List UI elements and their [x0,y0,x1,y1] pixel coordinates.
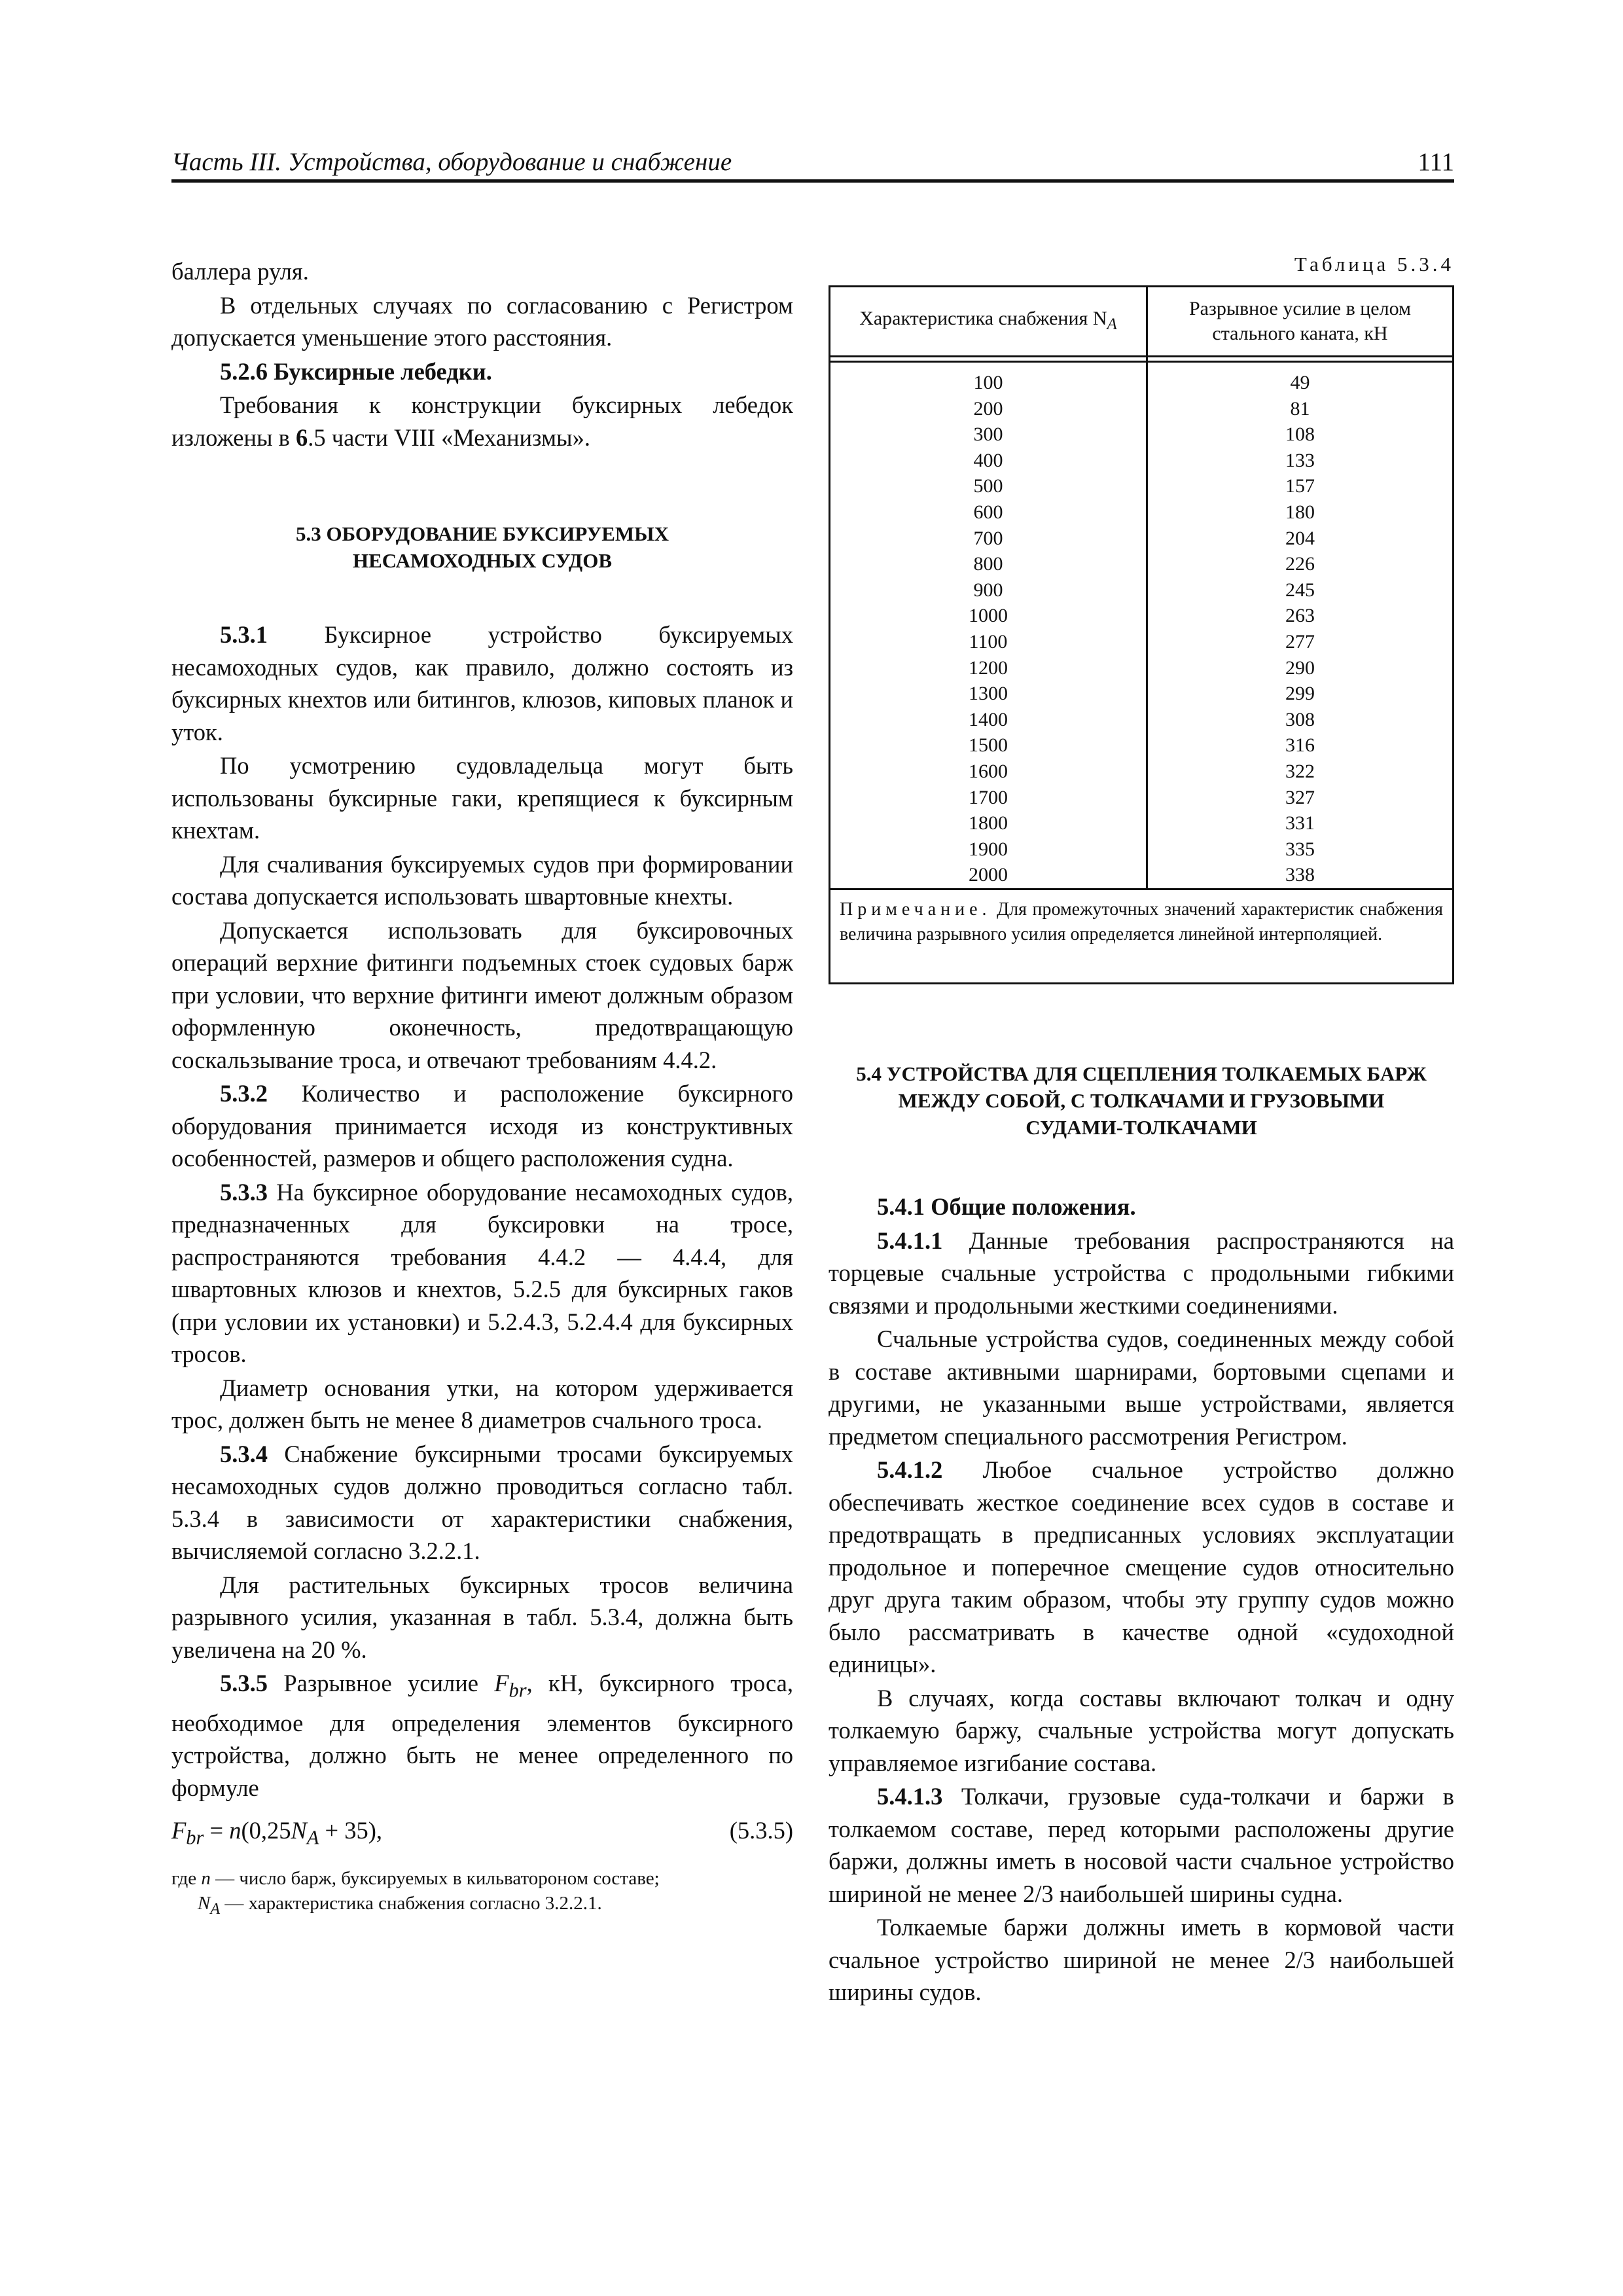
table-cell-force: 308 [1285,708,1315,730]
paragraph: Толкаемые баржи должны иметь в кормовой части счальное устройство шириной не менее 2/3 наибольшей ширины судов. [829,1914,1454,2005]
table-row [830,836,1452,863]
legend-item [171,1866,793,1891]
table-cell-characteristic: 1300 [969,683,1008,705]
paragraph: Счальные устройства судов, соединенных между собой в составе активными шарнирами, бортовыми сцепами и другими, не указанными выше устройствами, является предметом специального рассмотрения Регистром. [829,1325,1454,1450]
paragraph [171,1077,793,1175]
paragraph [171,389,793,454]
table-cell-characteristic: 2000 [969,864,1008,886]
note-label: Примечание. [840,899,991,920]
paragraph: Допускается использовать для буксировочных операций верхние фитинги подъемных стоек судовых барж при условии, что верхние фитинги имеют должным образом оформленную оконечность, предотвращающую соскальзывание троса, и отвечают требованиям 4.4.2. [171,916,793,1073]
table-row [830,707,1452,733]
table-note [840,897,1443,947]
header-title: Часть III. Устройства, оборудование и снабжение [171,148,732,176]
paragraph [171,1176,793,1371]
table-row [830,396,1452,422]
left-column [171,255,793,1922]
formula-part: (0,25 [241,1817,291,1844]
table-cell-characteristic: 800 [973,553,1003,575]
text-span: Толкачи, грузовые суда-толкачи и баржи в толкаемом составе, перед которыми расположены другие баржи, должны иметь в носовой части счальное устройство шириной не менее 2/3 наибольшей ширины судна. [829,1783,1454,1907]
heading-line: СУДАМИ-ТОЛКАЧАМИ [1026,1116,1257,1139]
table-cell-force: 322 [1285,760,1315,782]
paragraph [171,619,793,748]
table-row [830,577,1452,603]
paragraph [171,1438,793,1568]
paragraph [171,1667,793,1804]
table-row [830,551,1452,577]
table-cell-force: 331 [1285,812,1315,834]
table-body [830,370,1452,888]
section-title: Буксирные лебедки. [274,357,492,385]
table-cell-force: 335 [1285,838,1315,860]
section-number: 5.3.5 [220,1670,268,1696]
section-number: 5.2.6 [220,357,268,385]
section-number: 5.3.3 [220,1178,268,1206]
header-subscript: A [1107,315,1117,333]
table-row [830,732,1452,759]
table-row [830,370,1452,396]
table-row [830,785,1452,811]
table-cell-characteristic: 1000 [969,605,1008,627]
table-row [830,629,1452,655]
section-number: 5.4.1.3 [877,1783,943,1810]
table-cell-characteristic: 900 [973,579,1003,601]
table-cell-characteristic: 1700 [969,786,1008,808]
table-cell-force: 108 [1285,423,1315,446]
subsection-heading [171,355,793,388]
variable-subscript: br [508,1679,527,1702]
formula-legend [171,1866,793,1922]
table-cell-force: 316 [1285,734,1315,757]
formula-part: = [204,1817,230,1844]
table-header-cell [830,287,1146,355]
table-cell-characteristic: 600 [973,501,1003,523]
paragraph: Диаметр основания утки, на котором удерживается трос, должен быть не менее 8 диаметров счального троса. [171,1374,793,1433]
table-row [830,759,1452,785]
table-cell-force: 180 [1285,501,1315,523]
text-span: , кН, буксирного троса, необходимое для определения элементов буксирного устройства, должно быть не менее определенного по формуле [171,1670,793,1801]
table-cell-force: 277 [1285,630,1315,653]
section-number: 5.3.1 [220,621,268,648]
table-rule [830,355,1452,357]
table-cell-characteristic: 1400 [969,708,1008,730]
table-cell-characteristic: 1900 [969,838,1008,860]
section-number: 5.4.1.1 [877,1227,943,1254]
paragraph: По усмотрению судовладельца могут быть использованы буксирные гаки, крепящиеся к буксирным кнехтам. [171,752,793,844]
heading-line: МЕЖДУ СОБОЙ, С ТОЛКАЧАМИ И ГРУЗОВЫМИ [898,1089,1385,1112]
table-cell-characteristic: 700 [973,527,1003,549]
text-span: 6 [296,423,308,451]
table-cell-force: 81 [1290,397,1310,420]
paragraph: Для растительных буксирных тросов величина разрывного усилия, указанная в табл. 5.3.4, должна быть увеличена на 20 %. [171,1571,793,1663]
formula-part: br [186,1826,204,1849]
legend-item [171,1891,793,1922]
text-span: .5 части VIII «Механизмы». [308,423,590,451]
paragraph: В случаях, когда составы включают толкач и одну толкаемую баржу, счальные устройства могут допускать управляемое изгибание состава. [829,1684,1454,1776]
text-span: — число барж, буксируемых в кильватороном составе; [210,1868,660,1890]
formula-part: A [306,1826,319,1849]
table-cell-characteristic: 300 [973,423,1003,446]
table-rule [830,361,1452,363]
table-row [830,655,1452,681]
note-text: Для промежуточных значений характеристик снабжения величина разрывного усилия определяется линейной интерполяцией. [840,899,1443,944]
formula-part: N [291,1817,307,1844]
text-span: Снабжение буксирными тросами буксируемых несамоходных судов должно проводиться согласно табл. 5.3.4 в зависимости от характеристики снабжения, вычисляемой согласно 3.2.2.1. [171,1440,793,1564]
table-cell-force: 204 [1285,527,1315,549]
text-span: Любое счальное устройство должно обеспечивать жесткое соединение всех судов в составе и предотвращать в предписанных условиях эксплуатации продольное и поперечное смещение судов относительно друг друга таким образом, чтобы эту группу судов можно было рассматривать в качестве одной «судоходной единицы». [829,1456,1454,1677]
table-row [830,499,1452,526]
section-number: 5.4.1.2 [877,1456,943,1483]
table-cell-force: 157 [1285,475,1315,497]
heading-line: НЕСАМОХОДНЫХ СУДОВ [352,549,613,572]
text-span: Требования к конструкции буксирных лебедок изложены в [171,391,793,451]
table-cell-force: 290 [1285,656,1315,679]
paragraph: Для счаливания буксируемых судов при формировании состава допускается использовать швартовные кнехты. [171,850,793,910]
running-header [171,145,1454,183]
table-5-3-4 [829,285,1454,984]
section-number: 5.3.2 [220,1080,268,1107]
section-heading-5-3 [171,520,793,574]
variable-subscript: A [210,1899,221,1918]
table-cell-force: 245 [1285,579,1315,601]
paragraph [829,1454,1454,1681]
table-row [830,681,1452,707]
header-text: Характеристика снабжения N [859,307,1107,329]
table-cell-characteristic: 400 [973,449,1003,471]
heading-line: 5.3 ОБОРУДОВАНИЕ БУКСИРУЕМЫХ [295,522,669,545]
table-row [830,422,1452,448]
text-span: Количество и расположение буксирного оборудования принимается исходя из конструктивных особенностей, размеров и общего расположения судна. [171,1080,793,1172]
paragraph: баллера руля. [171,258,309,285]
table-cell-force: 299 [1285,683,1315,705]
table-row [830,448,1452,474]
text-span: где [171,1868,202,1890]
table-cell-force: 327 [1285,786,1315,808]
table-cell-characteristic: 200 [973,397,1003,420]
equation-number: (5.3.5) [729,1817,793,1844]
table-row [830,810,1452,836]
right-column [829,1060,1454,2009]
page-number: 111 [1418,148,1454,176]
table-cell-characteristic: 1800 [969,812,1008,834]
table-cell-characteristic: 1100 [969,630,1008,653]
paragraph [829,1780,1454,1910]
subsection-heading: 5.4.1 Общие положения. [877,1193,1136,1220]
formula-part: F [171,1817,187,1844]
table-cell-characteristic: 1500 [969,734,1008,757]
text-span: Данные требования распространяются на торцевые счальные устройства с продольными гибкими связями и продольными жесткими соединениями. [829,1227,1454,1319]
table-cell-characteristic: 1600 [969,760,1008,782]
table-rule [830,888,1452,890]
formula-5-3-5 [171,1814,793,1854]
table-cell-force: 338 [1285,864,1315,886]
paragraph: В отдельных случаях по согласованию с Регистром допускается уменьшение этого расстояния. [171,291,793,351]
table-row [830,603,1452,629]
table-caption: Таблица 5.3.4 [1294,253,1454,276]
table-row [830,473,1452,499]
text-span: Буксирное устройство буксируемых несамоходных судов, как правило, должно состоять из буксирных кнехтов или битингов, клюзов, киповых планок и уток. [171,621,793,745]
table-row [830,526,1452,552]
formula-part: n [229,1817,241,1844]
table-cell-force: 226 [1285,553,1315,575]
table-row [830,862,1452,888]
table-cell-characteristic: 1200 [969,656,1008,679]
text-span: На буксирное оборудование несамоходных судов, предназначенных для буксировки на тросе, распространяются требования 4.4.2 — 4.4.4, для швартовных клюзов и кнехтов, 5.2.5 для буксирных гаков (при условии их установки) и 5.2.4.3, 5.2.4.4 для буксирных тросов. [171,1178,793,1367]
table-cell-characteristic: 500 [973,475,1003,497]
text-span: Разрывное усилие [268,1670,495,1696]
section-heading-5-4 [829,1060,1454,1141]
paragraph [829,1225,1454,1322]
formula-part: + 35), [319,1817,383,1844]
variable: n [201,1868,211,1890]
variable: F [494,1670,509,1696]
table-cell-force: 133 [1285,449,1315,471]
text-span: — характеристика снабжения согласно 3.2.2.1. [220,1893,602,1914]
heading-line: 5.4 УСТРОЙСТВА ДЛЯ СЦЕПЛЕНИЯ ТОЛКАЕМЫХ БАРЖ [856,1062,1427,1085]
table-cell-force: 263 [1285,605,1315,627]
variable: N [198,1893,211,1914]
table-cell-characteristic: 100 [973,372,1003,393]
table-header-cell: Разрывное усилие в целом стального каната, кН [1188,298,1412,344]
table-cell-force: 49 [1290,372,1310,393]
section-number: 5.3.4 [220,1440,268,1467]
